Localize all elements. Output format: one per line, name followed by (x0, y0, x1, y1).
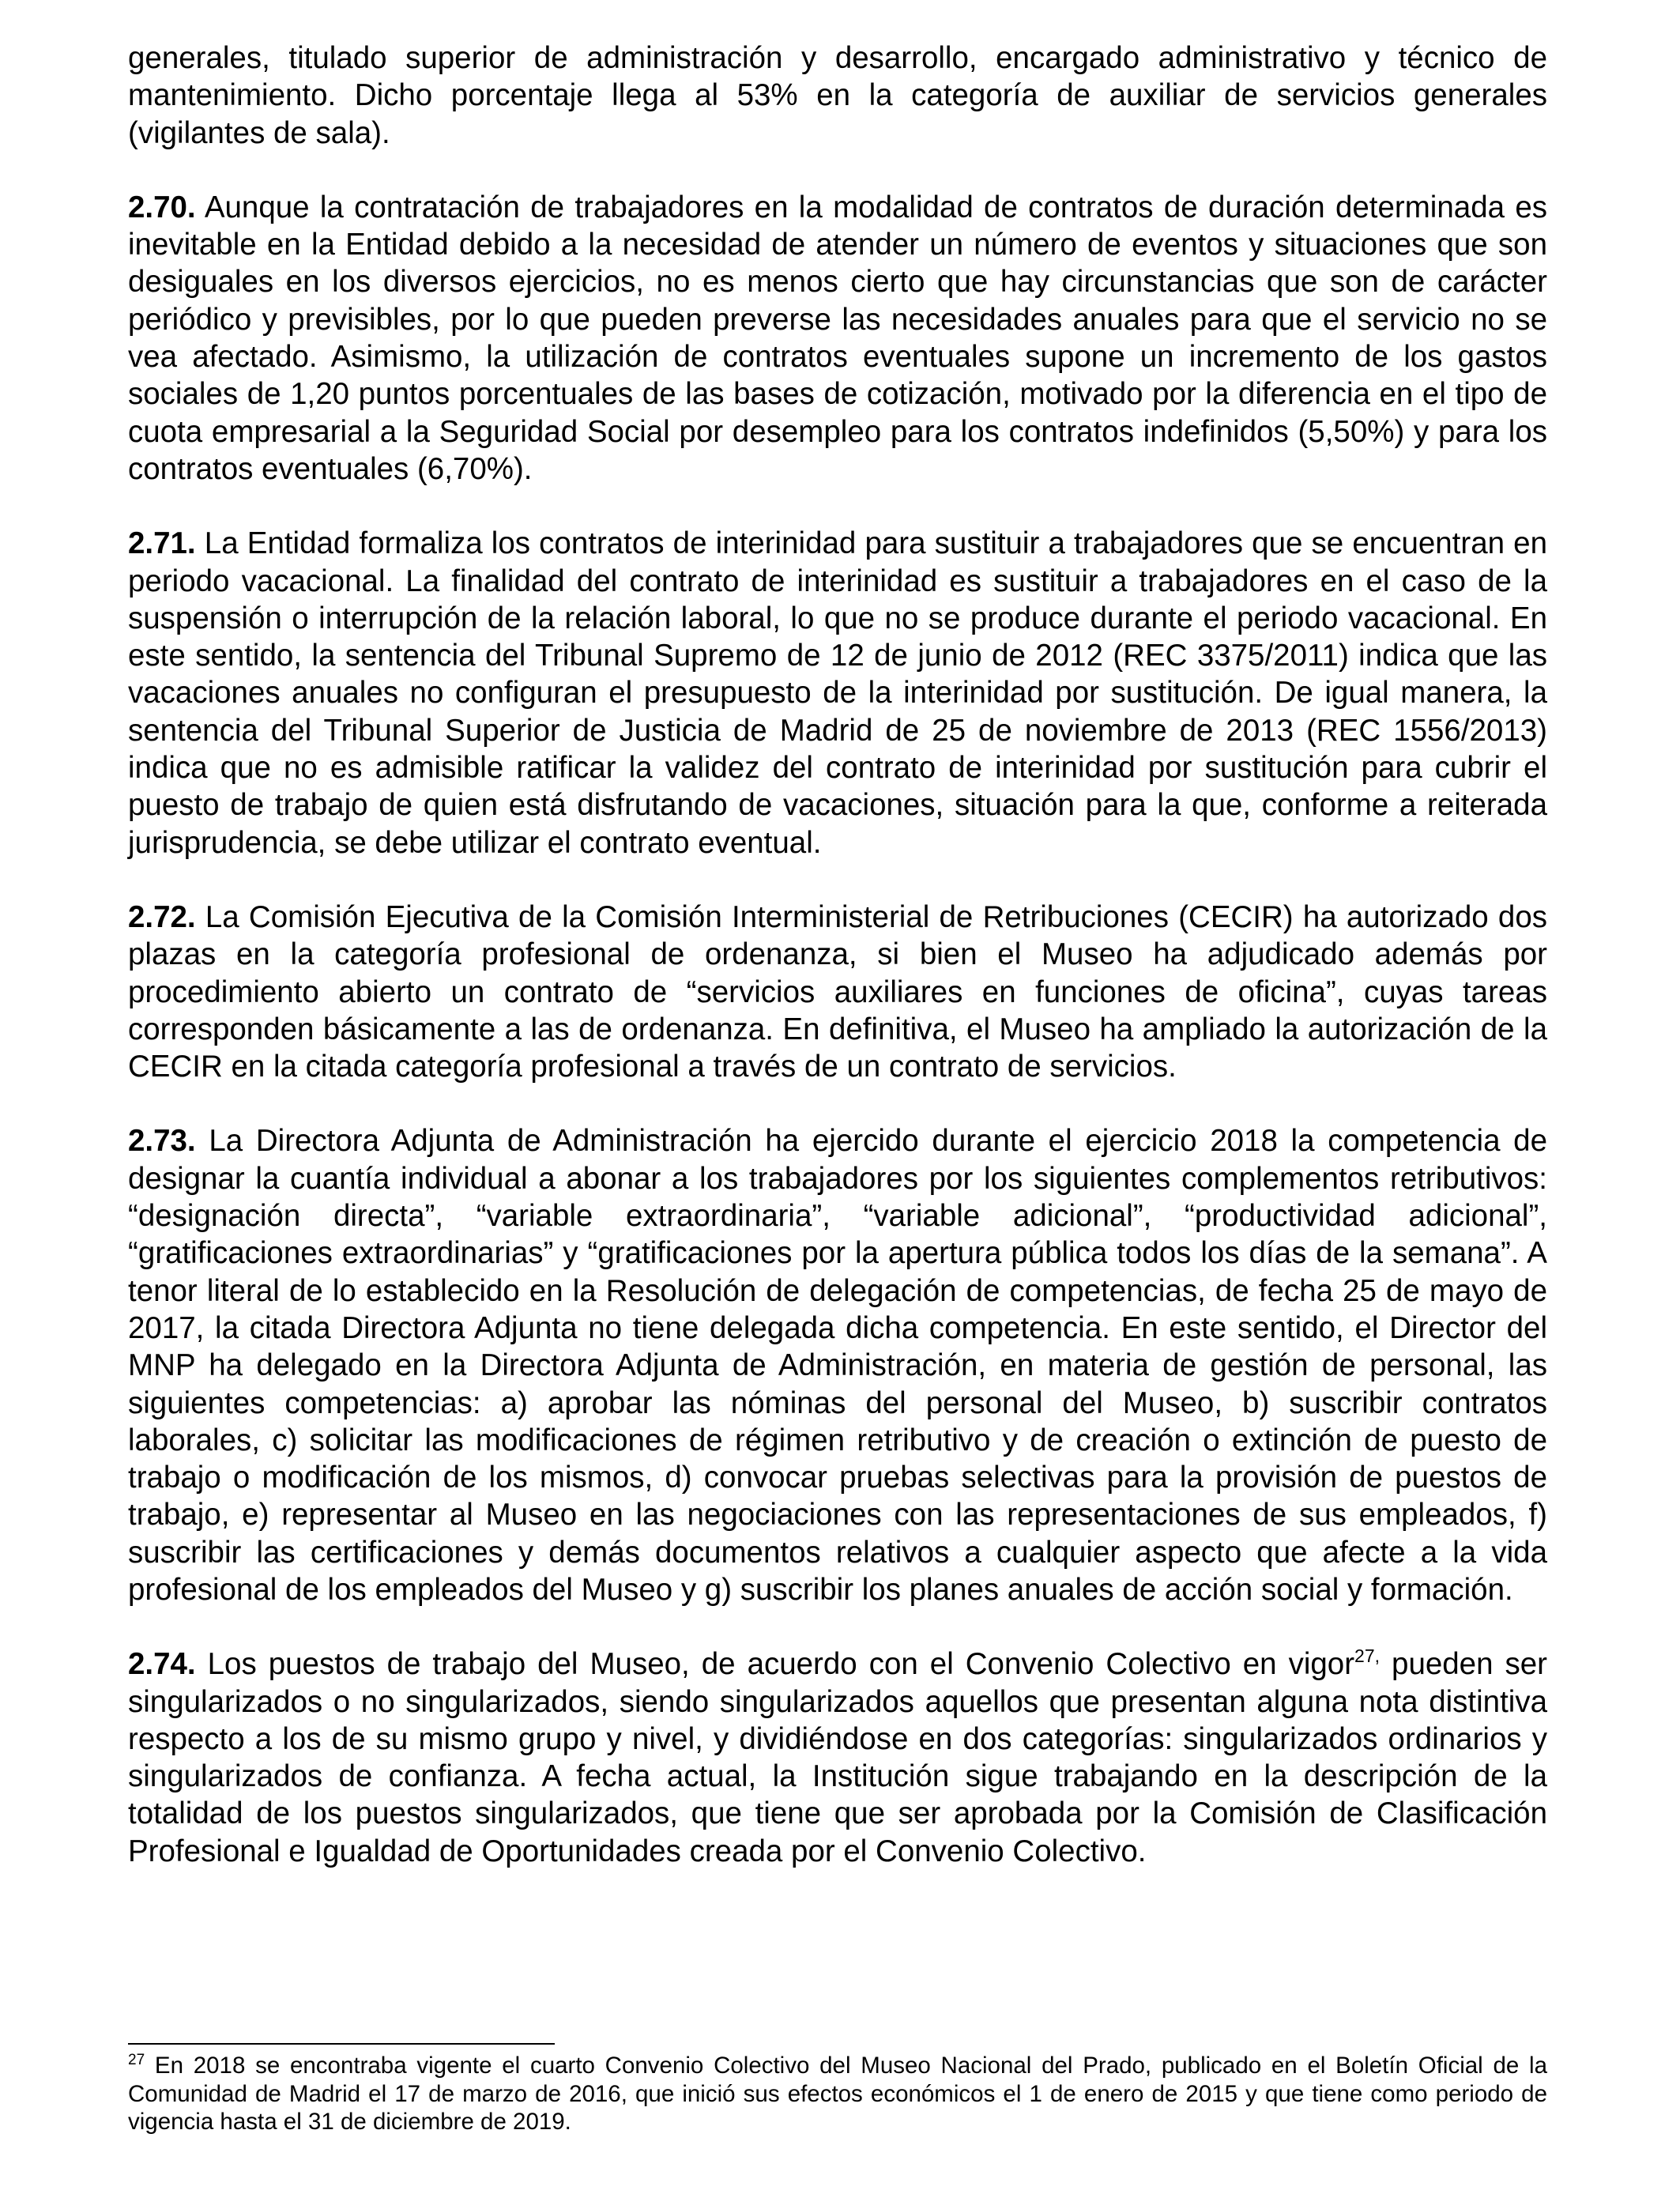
paragraph-number: 2.72. (128, 899, 196, 934)
paragraph-2-74 (128, 1646, 1547, 1870)
paragraph-text: generales, titulado superior de administración y desarrollo, encargado administrativo y técnico de mantenimiento. Dicho porcentaje llega al 53% en la categoría de auxiliar de servicios generales (vigilantes de sala). (128, 41, 1547, 150)
footnote (128, 2052, 1547, 2136)
paragraph-text: La Comisión Ejecutiva de la Comisión Interministerial de Retribuciones (CECIR) ha autorizado dos plazas en la categoría profesional de ordenanza, si bien el Museo ha adjudicado además por procedimiento abierto un contrato de “servicios auxiliares en funciones de oficina”, cuyas tareas corresponden básicamente a las de ordenanza. En definitiva, el Museo ha ampliado la autorización de la CECIR en la citada categoría profesional a través de un contrato de servicios. (128, 899, 1547, 1084)
paragraph-continuation (128, 40, 1547, 152)
footnote-separator (128, 2043, 555, 2045)
footnote-text: En 2018 se encontraba vigente el cuarto Convenio Colectivo del Museo Nacional del Prado, publicado en el Boletín Oficial de la Comunidad de Madrid el 17 de marzo de 2016, que inició sus efectos económicos el 1 de enero de 2015 y que tiene como periodo de vigencia hasta el 31 de diciembre de 2019. (128, 2053, 1547, 2135)
paragraph-2-71 (128, 525, 1547, 861)
paragraph-number: 2.71. (128, 526, 196, 561)
paragraph-2-70 (128, 189, 1547, 488)
paragraph-2-73 (128, 1122, 1547, 1608)
paragraph-2-72 (128, 899, 1547, 1085)
footnote-reference: 27, (1354, 1646, 1381, 1667)
paragraph-text: Los puestos de trabajo del Museo, de acuerdo con el Convenio Colectivo en vigor (195, 1647, 1355, 1682)
paragraph-text: La Entidad formaliza los contratos de interinidad para sustituir a trabajadores que se encuentran en periodo vacacional. La finalidad del contrato de interinidad es sustituir a trabajadores en el caso de la suspensión o interrupción de la relación laboral, lo que no se produce durante el periodo vacacional. En este sentido, la sentencia del Tribunal Supremo de 12 de junio de 2012 (REC 3375/2011) indica que las vacaciones anuales no configuran el presupuesto de la interinidad por sustitución. De igual manera, la sentencia del Tribunal Superior de Justicia de Madrid de 25 de noviembre de 2013 (REC 1556/2013) indica que no es admisible ratificar la validez del contrato de interinidad por sustitución para cubrir el puesto de trabajo de quien está disfrutando de vacaciones, situación para la que, conforme a reiterada jurisprudencia, se debe utilizar el contrato eventual. (128, 526, 1547, 860)
paragraph-number: 2.74. (128, 1647, 196, 1682)
footnote-mark: 27 (128, 2052, 145, 2068)
paragraph-number: 2.70. (128, 190, 196, 224)
paragraph-text: La Directora Adjunta de Administración ha ejercido durante el ejercicio 2018 la competencia de designar la cuantía individual a abonar a los trabajadores por los siguientes complementos retributivos: “designación directa”, “variable extraordinaria”, “variable adicional”, “productividad adicional”, “gratificaciones extraordinarias” y “gratificaciones por la apertura pública todos los días de la semana”. A tenor literal de lo establecido en la Resolución de delegación de competencias, de fecha 25 de mayo de 2017, la citada Directora Adjunta no tiene delegada dicha competencia. En este sentido, el Director del MNP ha delegado en la Directora Adjunta de Administración, en materia de gestión de personal, las siguientes competencias: a) aprobar las nóminas del personal del Museo, b) suscribir contratos laborales, c) solicitar las modificaciones de régimen retributivo y de creación o extinción de puesto de trabajo o modificación de los mismos, d) convocar pruebas selectivas para la provisión de puestos de trabajo, e) representar al Museo en las negociaciones con las representaciones de sus empleados, f) suscribir las certificaciones y demás documentos relativos a cualquier aspecto que afecte a la vida profesional de los empleados del Museo y g) suscribir los planes anuales de acción social y formación. (128, 1124, 1547, 1607)
paragraph-text: pueden ser singularizados o no singularizados, siendo singularizados aquellos que presentan alguna nota distintiva respecto a los de su mismo grupo y nivel, y dividiéndose en dos categorías: singularizados ordinarios y singularizados de confianza. A fecha actual, la Institución sigue trabajando en la descripción de la totalidad de los puestos singularizados, que tiene que ser aprobada por la Comisión de Clasificación Profesional e Igualdad de Oportunidades creada por el Convenio Colectivo. (128, 1647, 1547, 1868)
paragraph-number: 2.73. (128, 1124, 196, 1159)
document-body (128, 40, 1547, 1907)
paragraph-text: Aunque la contratación de trabajadores en la modalidad de contratos de duración determinada es inevitable en la Entidad debido a la necesidad de atender un número de eventos y situaciones que son desiguales en los diversos ejercicios, no es menos cierto que hay circunstancias que son de carácter periódico y previsibles, por lo que pueden preverse las necesidades anuales para que el servicio no se vea afectado. Asimismo, la utilización de contratos eventuales supone un incremento de los gastos sociales de 1,20 puntos porcentuales de las bases de cotización, motivado por la diferencia en el tipo de cuota empresarial a la Seguridad Social por desempleo para los contratos indefinidos (5,50%) y para los contratos eventuales (6,70%). (128, 190, 1547, 486)
